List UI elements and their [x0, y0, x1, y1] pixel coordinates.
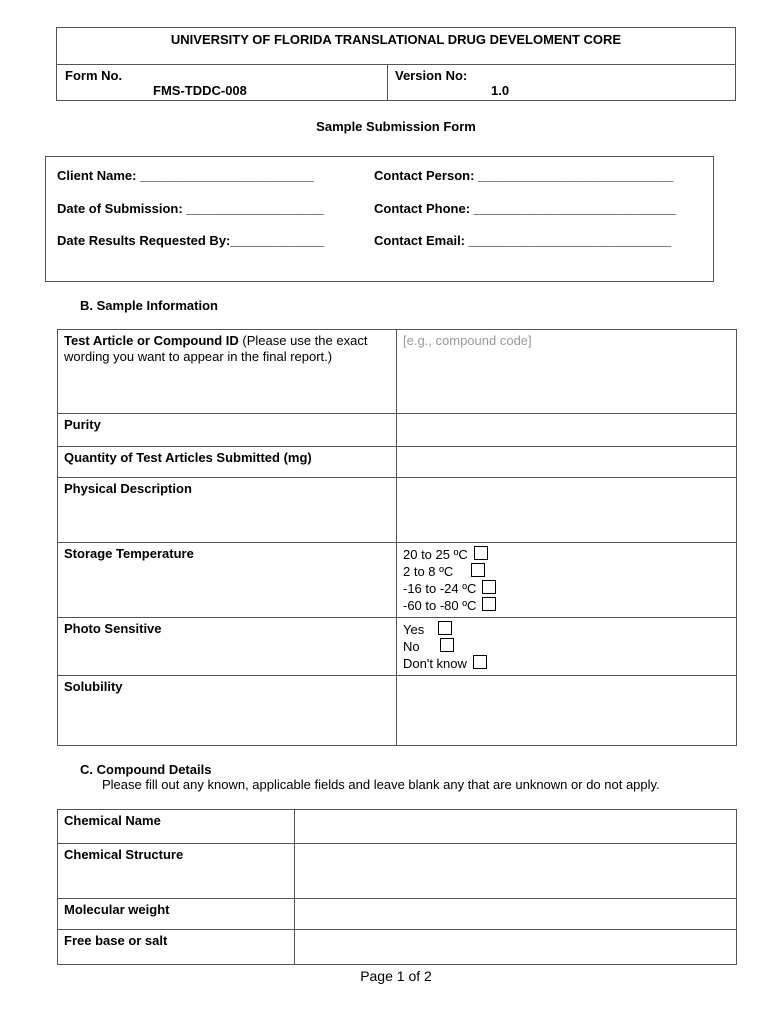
sample-info-table: [57, 329, 737, 746]
page-number: Page 1 of 2: [360, 968, 432, 984]
header-divider: [57, 64, 735, 65]
photo-option: Yes: [403, 621, 730, 638]
storage-option: 20 to 25 ºC: [403, 546, 730, 563]
storage-temperature-label: Storage Temperature: [58, 543, 397, 618]
purity-label: Purity: [58, 414, 397, 447]
checkbox-icon[interactable]: [482, 580, 496, 594]
checkbox-icon[interactable]: [482, 597, 496, 611]
free-base-label: Free base or salt: [58, 930, 295, 965]
test-article-placeholder: [e.g., compound code]: [403, 333, 532, 348]
compound-details-table: [57, 809, 737, 965]
quantity-input[interactable]: [397, 447, 737, 478]
storage-option: -16 to -24 ºC: [403, 580, 730, 597]
physical-description-label: Physical Description: [58, 478, 397, 543]
version-value: 1.0: [491, 83, 510, 98]
test-article-label-note: (Please use the exact wording you want to appear in the final report.): [64, 333, 368, 364]
test-article-label-bold: Test Article or Compound ID: [64, 333, 239, 348]
contact-person-field[interactable]: Contact Person: ___________________________: [374, 168, 674, 183]
physical-description-input[interactable]: [397, 478, 737, 543]
solubility-input[interactable]: [397, 676, 737, 746]
molecular-weight-input[interactable]: [295, 899, 737, 930]
checkbox-icon[interactable]: [473, 655, 487, 669]
free-base-input[interactable]: [295, 930, 737, 965]
checkbox-icon[interactable]: [474, 546, 488, 560]
chemical-name-label: Chemical Name: [58, 810, 295, 844]
section-b-heading: B. Sample Information: [80, 298, 218, 313]
purity-input[interactable]: [397, 414, 737, 447]
form-no-value: FMS-TDDC-008: [153, 83, 247, 98]
test-article-label: [58, 330, 397, 414]
form-title: Sample Submission Form: [316, 119, 476, 134]
photo-option: No: [403, 638, 730, 655]
quantity-label: Quantity of Test Articles Submitted (mg): [58, 447, 397, 478]
date-results-field[interactable]: Date Results Requested By:_____________: [57, 233, 325, 248]
client-name-field[interactable]: Client Name: ________________________: [57, 168, 314, 183]
section-c-heading: C. Compound Details: [80, 762, 212, 777]
checkbox-icon[interactable]: [440, 638, 454, 652]
header-title: UNIVERSITY OF FLORIDA TRANSLATIONAL DRUG DEVELOMENT CORE: [170, 32, 622, 47]
chemical-structure-label: Chemical Structure: [58, 844, 295, 899]
contact-phone-field[interactable]: Contact Phone: ____________________________: [374, 201, 677, 216]
checkbox-icon[interactable]: [471, 563, 485, 577]
client-info-box: [45, 156, 714, 282]
header-col-divider: [387, 64, 388, 100]
photo-option: Don't know: [403, 655, 730, 672]
test-article-input[interactable]: [397, 330, 737, 414]
storage-options: [397, 543, 737, 618]
chemical-name-input[interactable]: [295, 810, 737, 844]
section-c-instructions: Please fill out any known, applicable fields and leave blank any that are unknown or do not apply.: [102, 777, 660, 792]
storage-option: -60 to -80 ºC: [403, 597, 730, 614]
photo-sensitive-label: Photo Sensitive: [58, 618, 397, 676]
solubility-label: Solubility: [58, 676, 397, 746]
version-label: Version No:: [395, 68, 468, 83]
chemical-structure-input[interactable]: [295, 844, 737, 899]
checkbox-icon[interactable]: [438, 621, 452, 635]
form-no-label: Form No.: [65, 68, 123, 83]
storage-option: 2 to 8 ºC: [403, 563, 730, 580]
contact-email-field[interactable]: Contact Email: ____________________________: [374, 233, 672, 248]
photo-options: [397, 618, 737, 676]
header-table: [56, 27, 736, 101]
date-submission-field[interactable]: Date of Submission: ___________________: [57, 201, 324, 216]
molecular-weight-label: Molecular weight: [58, 899, 295, 930]
